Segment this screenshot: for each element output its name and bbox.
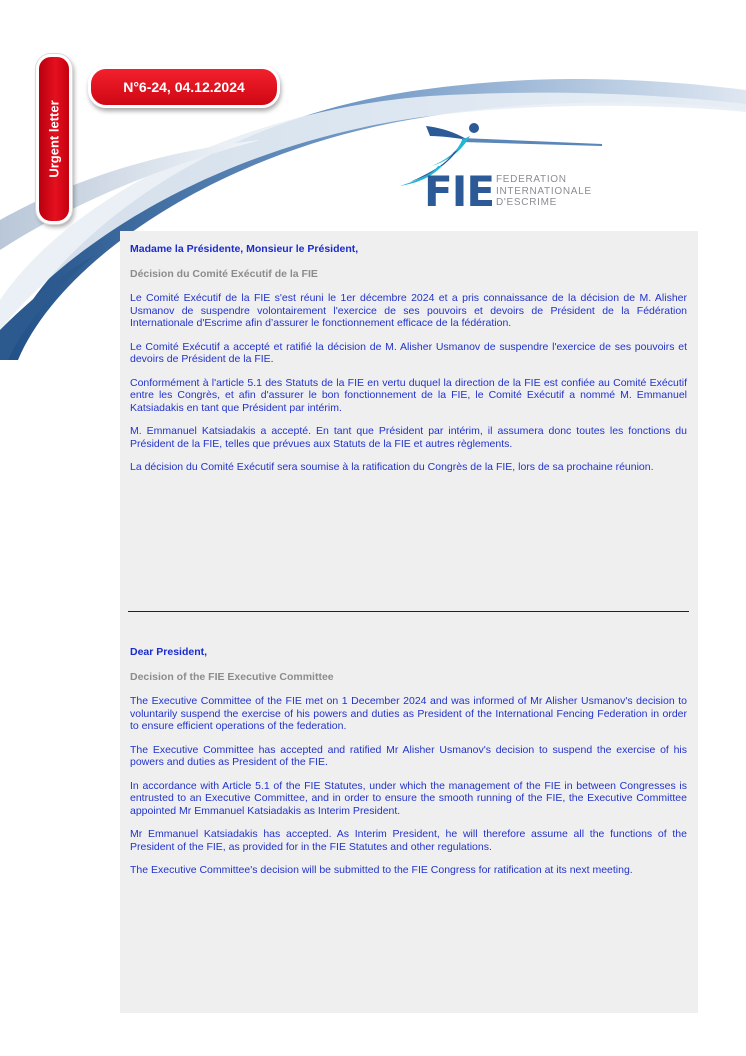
letter-french [130,243,687,485]
english-subject: Decision of the FIE Executive Committee [130,670,334,683]
fie-acronym: FIE [424,167,495,216]
english-paragraph: The Executive Committee has accepted and ratified Mr Alisher Usmanov's decision to suspend the exercise of his powers and duties as President of the FIE. [130,743,687,768]
fie-name-line-2: INTERNATIONALE [496,185,592,197]
french-paragraph: Le Comité Exécutif a accepté et ratifié la décision de M. Alisher Usmanov de suspendre l'exercice de ses pouvoirs et devoirs de Président de la FIE. [130,340,687,365]
fie-name-line-3: D'ESCRIME [496,197,557,208]
french-subject: Décision du Comité Exécutif de la FIE [130,267,318,280]
french-salutation: Madame la Présidente, Monsieur le Président, [130,243,359,255]
letter-english [130,646,687,888]
language-divider [128,611,689,612]
english-paragraph: The Executive Committee's decision will be submitted to the FIE Congress for ratification at its next meeting. [130,864,633,876]
letter-reference: N°6-24, 04.12.2024 [123,79,245,95]
fie-full-name [496,174,592,209]
letter-reference-badge [88,66,280,108]
french-paragraph: La décision du Comité Exécutif sera soumise à la ratification du Congrès de la FIE, lors de sa prochaine réunion. [130,461,654,473]
urgent-letter-tab [36,54,72,224]
french-paragraph: Conformément à l'article 5.1 des Statuts de la FIE en vertu duquel la direction de la FIE est confiée au Comité Exécutif entre les Congrès, et afin d'assurer le bon fonctionnement de la FIE, le Comité Exécutif a nommé M. Emmanuel Katsiadakis en tant que Président par intérim. [130,376,687,414]
urgent-letter-label: Urgent letter [46,100,62,178]
english-paragraph: Mr Emmanuel Katsiadakis has accepted. As Interim President, he will therefore assume all the functions of the President of the FIE, as provided for in the FIE Statutes and other regulations. [130,828,687,853]
fie-logo [392,116,612,220]
fie-name-line-1: FEDERATION [496,174,567,185]
french-paragraph: Le Comité Exécutif de la FIE s'est réuni le 1er décembre 2024 et a pris connaissance de la décision de M. Alisher Usmanov de suspendre volontairement l'exercice de ses pouvoirs et devoirs de Président de la Fédération Internationale d'Escrime afin d’assurer le fonctionnement efficace de la fédération. [130,292,687,329]
english-paragraph: The Executive Committee of the FIE met on 1 December 2024 and was informed of Mr Alisher Usmanov's decision to voluntarily suspend the exercise of his powers and duties as President of the International Fencing Federation in order to ensure efficient operations of the federation. [130,695,687,732]
english-paragraph: In accordance with Article 5.1 of the FIE Statutes, under which the management of the FIE in between Congresses is entrusted to an Executive Committee, and in order to ensure the smooth running of the FIE, the Executive Committee appointed Mr Emmanuel Katsiadakis as Interim President. [130,779,687,817]
english-salutation: Dear President, [130,646,208,658]
french-paragraph: M. Emmanuel Katsiadakis a accepté. En tant que Président par intérim, il assumera donc toutes les fonctions du Président de la FIE, telles que prévues aux Statuts de la FIE et autres règlements. [130,425,687,450]
